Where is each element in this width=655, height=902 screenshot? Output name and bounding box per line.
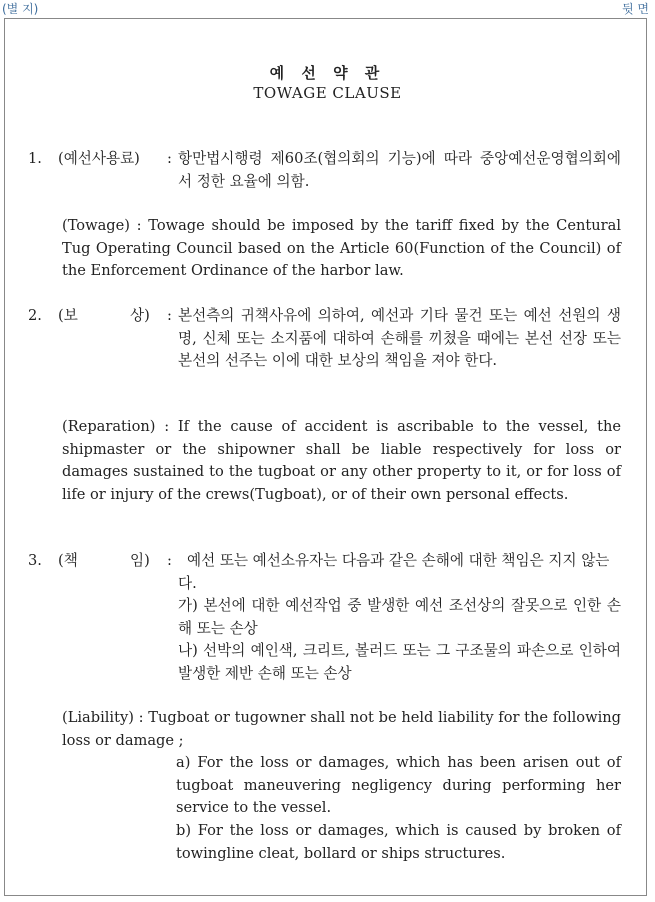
section-3-label-left: (책 xyxy=(58,552,78,569)
section-3-english-item-b: b) For the loss or damages, which is caused by broken of towingline cleat, bollard or ships structures. xyxy=(176,822,621,862)
section-1-english-text: (Towage) : Towage should be imposed by the tariff fixed by the Centural Tug Operating Council based on the Article 60(Function of the Council) of the Enforcement Ordinance of the harbor law. xyxy=(62,217,621,279)
section-2-number: 2. xyxy=(28,307,42,324)
title-korean: 예 선 약 관 xyxy=(269,64,386,82)
section-1-number: 1. xyxy=(28,150,42,167)
title-english: TOWAGE CLAUSE xyxy=(253,84,402,102)
section-2-colon: : xyxy=(167,307,172,324)
section-3-label-right: 임) xyxy=(130,552,150,569)
section-3-number: 3. xyxy=(28,552,42,569)
back-side-label: 뒷 면 xyxy=(622,2,649,16)
section-3-korean-text: 예선 또는 예선소유자는 다음과 같은 손해에 대한 책임은 지지 않는다. xyxy=(178,552,610,592)
section-1-label: (예선사용료) xyxy=(58,150,140,167)
section-3-colon: : xyxy=(167,552,172,569)
section-2-label-right: 상) xyxy=(130,307,150,324)
attachment-label: (별 지) xyxy=(2,2,39,16)
section-3-korean-item-a: 가) 본선에 대한 예선작업 중 발생한 예선 조선상의 잘못으로 인한 손해 또는 손상 xyxy=(178,597,621,637)
section-2-label-left: (보 xyxy=(58,307,78,324)
section-1-colon: : xyxy=(167,150,172,167)
section-2-english-text: (Reparation) : If the cause of accident is ascribable to the vessel, the shipmaster or the shipowner shall be liable respectively for loss or damages sustained to the tugboat or any other property to it, or for loss of life or injury of the crews(Tugboat), or of their own personal effects. xyxy=(62,418,621,503)
section-3-english-text: (Liability) : Tugboat or tugowner shall not be held liability for the following loss or damage ; xyxy=(62,709,621,749)
section-2-korean-text: 본선측의 귀책사유에 의하여, 예선과 기타 물건 또는 예선 선원의 생명, 신체 또는 소지품에 대하여 손해를 끼쳤을 때에는 본선 선장 또는 본선의 선주는 이에 대한 보상의 책임을 져야 한다. xyxy=(178,307,621,369)
section-3-korean-item-b: 나) 선박의 예인색, 크리트, 볼러드 또는 그 구조물의 파손으로 인하여 발생한 제반 손해 또는 손상 xyxy=(178,642,621,682)
section-1-korean-text: 항만법시행령 제60조(협의회의 기능)에 따라 중앙예선운영협의회에서 정한 요율에 의함. xyxy=(178,150,621,190)
section-3-english-item-a: a) For the loss or damages, which has been arisen out of tugboat maneuvering negligency during performing her service to the vessel. xyxy=(176,754,621,816)
